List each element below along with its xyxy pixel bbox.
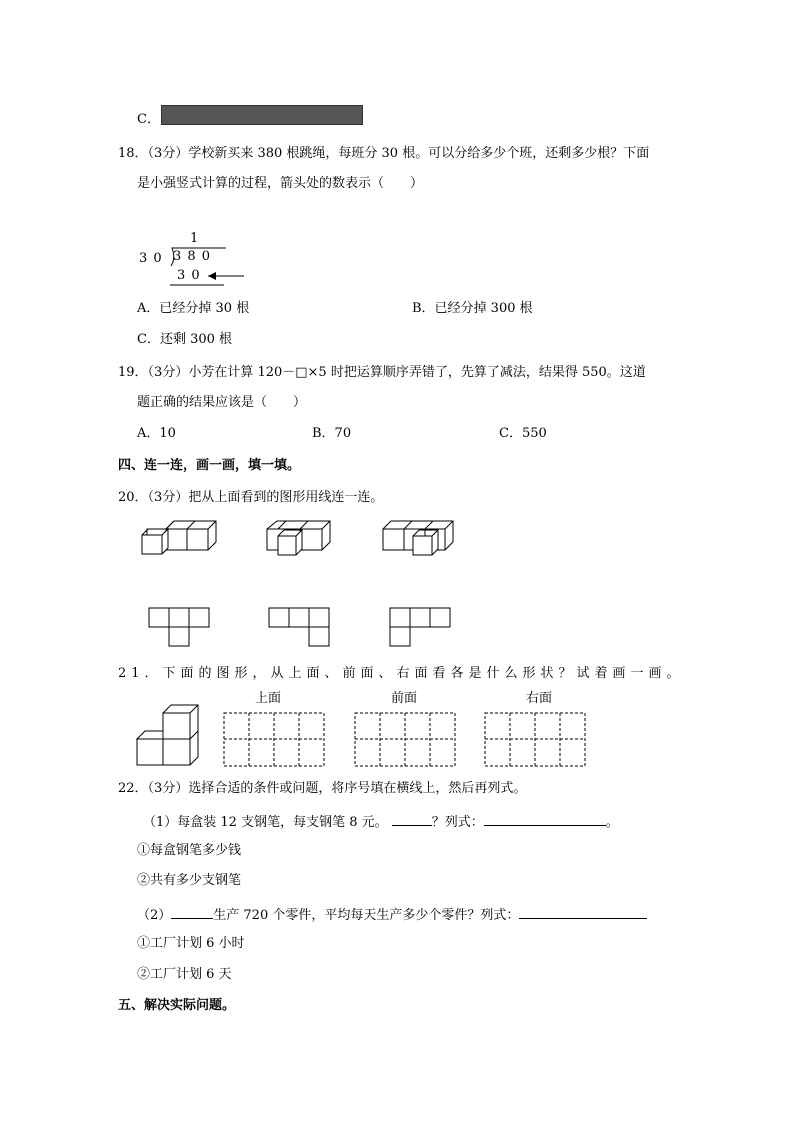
q19-option-b: B．70 <box>312 426 352 441</box>
q19-text-line1: 19．（3分）小芳在计算 120－□×5 时把运算顺序弄错了，先算了减法，结果得 550。这道 <box>118 365 646 380</box>
dashed-grid-front-view <box>355 713 455 766</box>
q17-option-c: C． <box>137 112 160 127</box>
q22-part1-prefix: （1）每盒装 12 支钢笔，每支钢笔 8 元。 <box>143 815 388 830</box>
expression-blank[interactable] <box>484 812 606 826</box>
expression-blank[interactable] <box>519 905 647 919</box>
label-right-view: 右面 <box>526 691 553 706</box>
stacked-solid <box>137 705 198 765</box>
answer-blank[interactable] <box>392 812 432 826</box>
section-5-title: 五、解决实际问题。 <box>118 998 236 1013</box>
section-4-title: 四、连一连，画一画，填一填。 <box>118 458 301 473</box>
q19-text-line2: 题正确的结果应该是（ ） <box>137 395 307 410</box>
q18-option-a: A．已经分掉 30 根 <box>137 301 250 316</box>
q22-choice2-2: ②工厂计划 6 天 <box>137 967 232 982</box>
division-divisor: 3 0 <box>139 251 163 266</box>
division-dividend: 3 8 0 <box>173 249 212 264</box>
q21-text: 21．下面的图形，从上面、前面、右面看各是什么形状？试着画一画。 <box>118 666 685 681</box>
label-top-view: 上面 <box>255 691 282 706</box>
q22-part1 <box>143 812 619 831</box>
q22-part2-prefix: （2） <box>137 908 172 923</box>
q22-part2-mid: 生产 720 个零件，平均每天生产多少个零件？列式： <box>213 908 520 923</box>
q19-option-a: A．10 <box>137 426 176 441</box>
q22-part1-end: 。 <box>605 815 619 830</box>
q18-option-b: B．已经分掉 300 根 <box>412 301 533 316</box>
division-product: 3 0 <box>177 268 201 283</box>
q22-part2 <box>137 905 647 924</box>
q22-choice1-1: ①每盒钢笔多少钱 <box>137 843 242 858</box>
q18-text-line1: 18．（3分）学校新买来 380 根跳绳，每班分 30 根。可以分给多少个班，还剩多少根？下面 <box>118 146 650 161</box>
answer-blank[interactable] <box>171 905 213 919</box>
q18-option-c: C．还剩 300 根 <box>137 332 233 347</box>
division-quotient: 1 <box>190 231 199 246</box>
q18-text-line2: 是小强竖式计算的过程，箭头处的数表示（ ） <box>137 176 424 191</box>
dashed-grid-right-view <box>485 713 585 766</box>
q22-text: 22．（3分）选择合适的条件或问题，将序号填在横线上，然后再列式。 <box>118 781 527 796</box>
q22-choice1-2: ②共有多少支钢笔 <box>137 873 242 888</box>
label-front-view: 前面 <box>391 691 418 706</box>
q22-choice2-1: ①工厂计划 6 小时 <box>137 936 245 951</box>
dashed-grid-top-view <box>224 713 324 766</box>
q20-text: 20．（3分）把从上面看到的图形用线连一连。 <box>118 490 384 505</box>
q22-part1-mid: ？列式： <box>431 815 484 830</box>
q19-option-c: C．550 <box>499 426 547 441</box>
